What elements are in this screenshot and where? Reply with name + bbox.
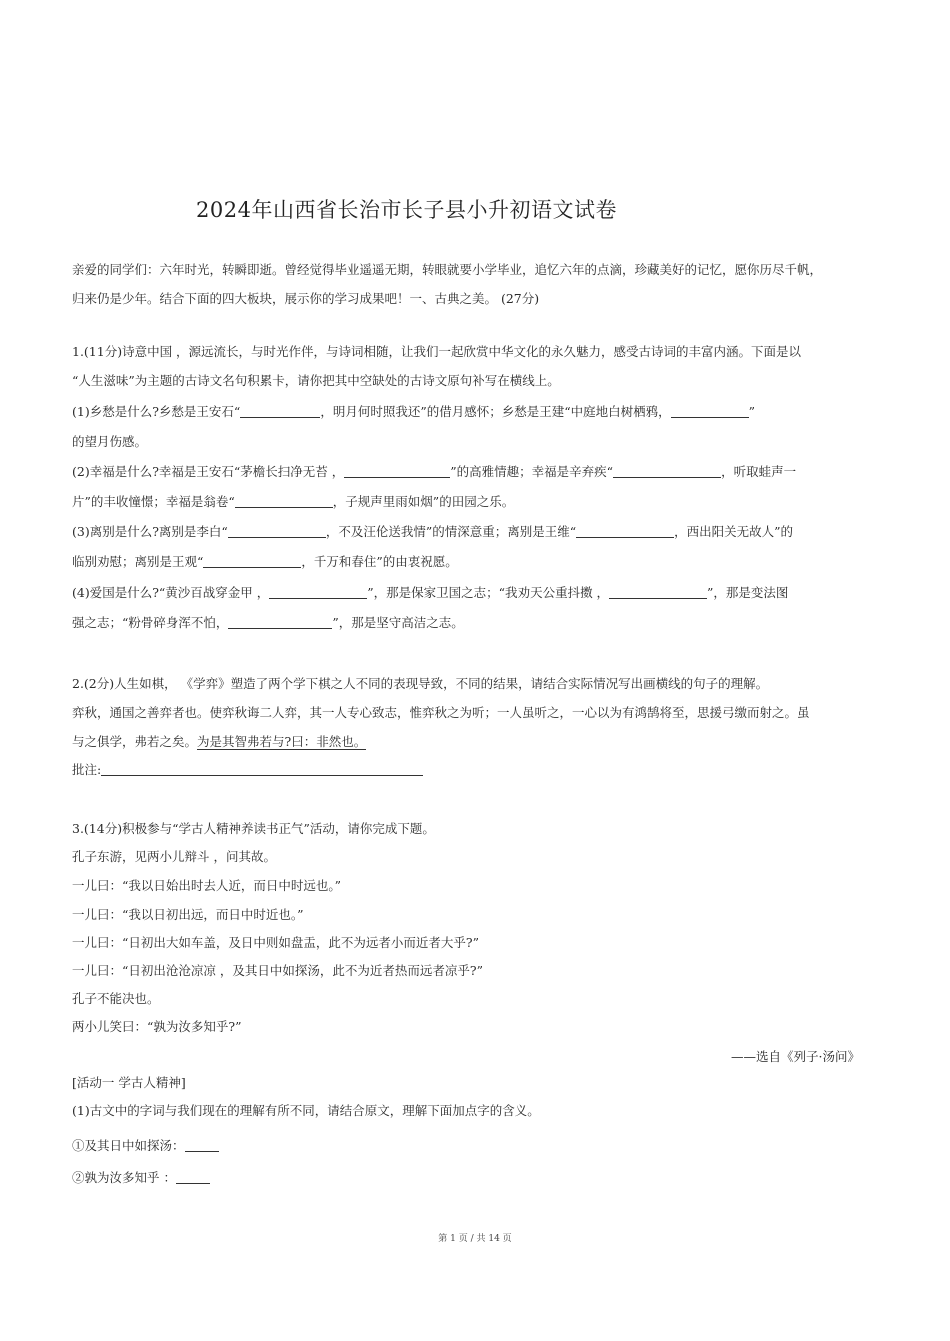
annotation-blank[interactable]: [101, 763, 423, 776]
text: ，子规声里雨如烟”的田园之乐。: [332, 494, 515, 509]
text: ，千万和春住”的由衷祝愿。: [301, 554, 458, 569]
text: (4)爱国是什么?“黄沙百战穿金甲 ，: [72, 585, 270, 600]
answer-blank[interactable]: [240, 405, 320, 418]
q1-part-3-cont: [72, 554, 458, 570]
answer-blank[interactable]: [576, 525, 674, 538]
page-title: 2024年山西省长治市长子县小升初语文试卷: [196, 198, 617, 222]
answer-blank[interactable]: [228, 616, 332, 629]
text: ”的高雅情趣；幸福是辛弃疾“: [450, 464, 614, 479]
passage-line: [72, 734, 366, 750]
answer-blank[interactable]: [185, 1139, 219, 1152]
answer-blank[interactable]: [613, 465, 721, 478]
passage-line: 两小儿笑曰：“孰为汝多知乎?”: [72, 1019, 242, 1034]
text: 与之俱学，弗若之矣。: [72, 734, 198, 749]
q1-part-2: [72, 464, 796, 480]
text: ①及其日中如探汤：: [72, 1138, 185, 1153]
q1-part-4-cont: [72, 615, 464, 631]
intro-line: 亲爱的同学们：六年时光，转瞬即逝。曾经觉得毕业遥遥无期，转眼就要小学毕业，追忆六年的点滴，珍藏美好的记忆，愿你历尽千帆，: [72, 262, 823, 277]
answer-blank[interactable]: [344, 465, 450, 478]
q1-part-2-cont: [72, 494, 514, 510]
text: (3)离别是什么?离别是李白“: [72, 524, 228, 539]
answer-blank[interactable]: [176, 1171, 210, 1184]
annotation-label: 批注:: [72, 762, 102, 777]
text: ，听取蛙声一: [721, 464, 797, 479]
q1-part-4: [72, 585, 788, 601]
answer-blank[interactable]: [228, 525, 326, 538]
sub-question: (1)古文中的字词与我们现在的理解有所不同，请结合原文，理解下面加点字的含义。: [72, 1103, 540, 1118]
text: ”，那是变法图: [707, 585, 789, 600]
question-1-stem: 1.(11分)诗意中国 ，源远流长，与时光作伴，与诗词相随，让我们一起欣赏中华文化的永久魅力，感受古诗词的丰富内涵。下面是以: [72, 344, 802, 359]
text: ”，那是保家卫国之志；“我劝天公重抖擞 ，: [367, 585, 610, 600]
passage-line: 一儿曰：“我以日初出远，而日中时近也。”: [72, 907, 304, 922]
question-2-stem: 2.(2分)人生如棋， 《学弈》塑造了两个学下棋之人不同的表现导致，不同的结果，请结合实际情况写出画横线的句子的理解。: [72, 676, 769, 691]
text: ，明月何时照我还”的借月感怀；乡愁是王建“中庭地白树栖鸦，: [320, 404, 671, 419]
answer-blank[interactable]: [203, 555, 301, 568]
text: 片”的丰收憧憬；幸福是翁卷“: [72, 494, 235, 509]
vocab-item-2: [72, 1170, 210, 1186]
text: ，西出阳关无故人”的: [674, 524, 794, 539]
passage-line: 一儿曰：“日初出大如车盖，及日中则如盘盂，此不为远者小而近者大乎?”: [72, 935, 479, 950]
text: ”: [748, 404, 755, 419]
annotation-line: [72, 762, 423, 778]
page-number: 第 1 页 / 共 14 页: [438, 1234, 512, 1244]
text: 强之志；“粉骨碎身浑不怕，: [72, 615, 229, 630]
passage-line: 一儿曰：“我以日始出时去人近，而日中时远也。”: [72, 878, 342, 893]
vocab-item-1: [72, 1138, 219, 1154]
question-1-stem: “人生滋味”为主题的古诗文名句积累卡，请你把其中空缺处的古诗文原句补写在横线上。: [72, 373, 560, 388]
text: 临别劝慰；离别是王观“: [72, 554, 204, 569]
q1-part-1: [72, 404, 755, 420]
answer-blank[interactable]: [269, 586, 367, 599]
passage-line: 孔子不能决也。: [72, 991, 160, 1006]
q1-part-1-cont: 的望月伤感。: [72, 434, 148, 449]
text: (1)乡愁是什么?乡愁是王安石“: [72, 404, 241, 419]
activity-heading: [活动一 学古人精神]: [72, 1075, 186, 1090]
text: (2)幸福是什么?幸福是王安石“茅檐长扫净无苔 ，: [72, 464, 345, 479]
passage-line: 一儿曰：“日初出沧沧凉凉 ，及其日中如探汤，此不为近者热而远者凉乎?”: [72, 963, 483, 978]
answer-blank[interactable]: [671, 405, 749, 418]
text: ，不及汪伦送我情”的情深意重；离别是王维“: [325, 524, 577, 539]
text: ②孰为汝多知乎 ：: [72, 1170, 176, 1185]
intro-line: 归来仍是少年。结合下面的四大板块，展示你的学习成果吧！一、古典之美。 (27分): [72, 291, 540, 306]
answer-blank[interactable]: [609, 586, 707, 599]
question-3-stem: 3.(14分)积极参与“学古人精神养读书正气”活动，请你完成下题。: [72, 821, 435, 836]
passage-line: 弈秋，通国之善弈者也。使弈秋诲二人弈，其一人专心致志，惟弈秋之为听；一人虽听之，一心以为有鸿鹄将至，思援弓缴而射之。虽: [72, 705, 810, 720]
underlined-sentence: 为是其智弗若与?曰：非然也。: [197, 734, 367, 749]
source-citation: ——选自《列子·汤问》: [731, 1049, 860, 1064]
answer-blank[interactable]: [235, 495, 333, 508]
q1-part-3: [72, 524, 793, 540]
text: ”，那是坚守高洁之志。: [332, 615, 464, 630]
passage-line: 孔子东游，见两小儿辩斗 ，问其故。: [72, 849, 276, 864]
